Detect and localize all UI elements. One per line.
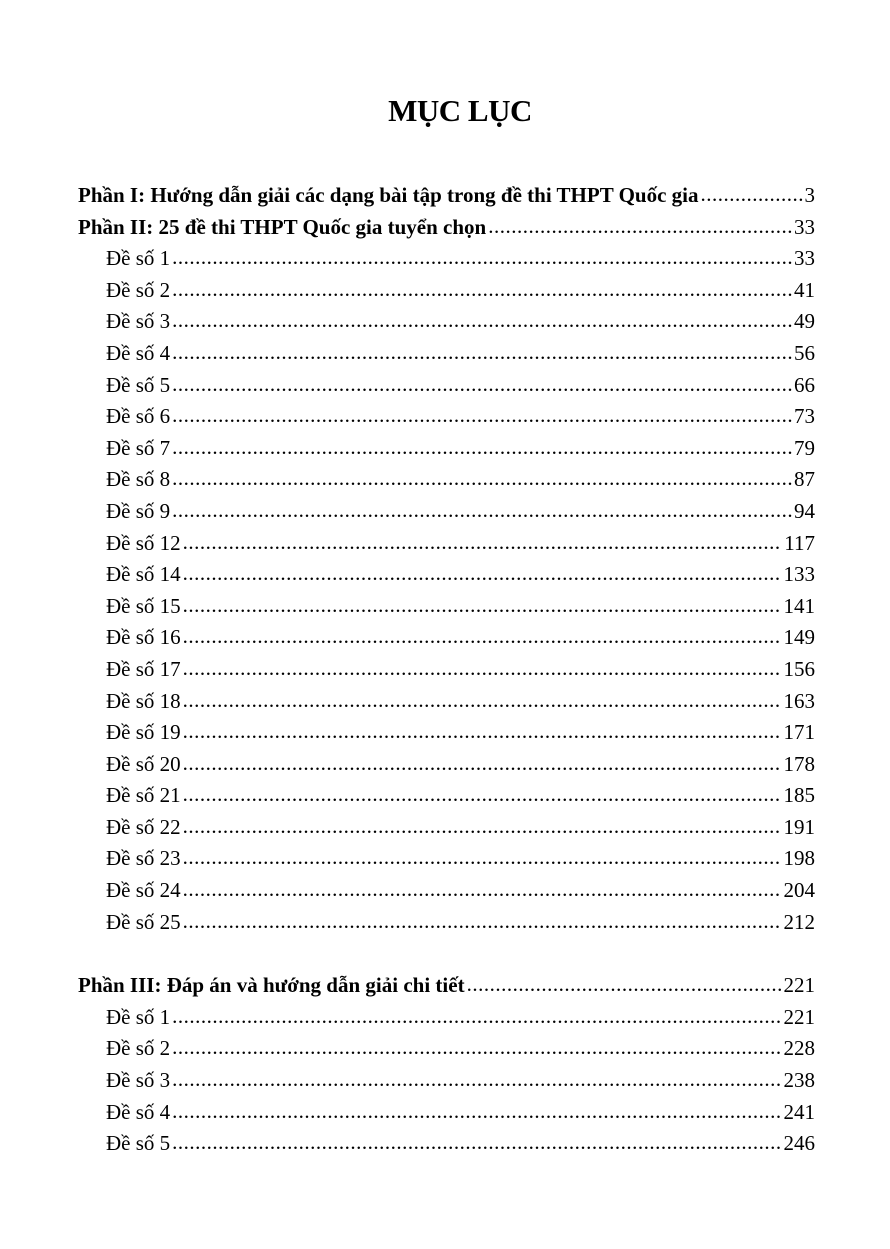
dot-leader: [488, 211, 792, 243]
part-2-items: [78, 243, 815, 938]
toc-entry-item[interactable]: [78, 907, 815, 939]
section-gap: [78, 938, 815, 970]
dot-leader: [183, 811, 782, 843]
toc-entry-label: Đề số 1: [106, 246, 171, 271]
dot-leader: [172, 463, 792, 495]
part-3-items: [78, 1002, 815, 1160]
toc-entry-item[interactable]: [78, 243, 815, 275]
dot-leader: [172, 1064, 781, 1096]
dot-leader: [172, 1032, 781, 1064]
toc-entry-label: Đề số 14: [106, 562, 181, 587]
toc-entry-item[interactable]: [78, 622, 815, 654]
toc-entry-label: Đề số 18: [106, 688, 181, 713]
dot-leader: [172, 242, 792, 274]
toc-entry-label: Đề số 25: [106, 909, 181, 934]
toc-entry-page: 163: [783, 688, 815, 713]
toc-entry-item[interactable]: [78, 717, 815, 749]
toc-entry-item[interactable]: [78, 433, 815, 465]
toc-entry-page: 94: [794, 498, 815, 523]
toc-entry-item[interactable]: [78, 559, 815, 591]
toc-entry-page: 66: [794, 372, 815, 397]
dot-leader: [183, 906, 782, 938]
dot-leader: [172, 432, 792, 464]
dot-leader: [172, 369, 792, 401]
table-of-contents: [78, 180, 815, 1160]
toc-entry-page: 33: [794, 214, 815, 239]
toc-entry-page: 156: [783, 656, 815, 681]
toc-entry-item[interactable]: [78, 1097, 815, 1129]
toc-entry-item[interactable]: [78, 686, 815, 718]
toc-entry-item[interactable]: [78, 401, 815, 433]
dot-leader: [183, 558, 782, 590]
dot-leader: [172, 495, 792, 527]
toc-entry-item[interactable]: [78, 464, 815, 496]
toc-entry-label: Đề số 24: [106, 878, 181, 903]
toc-entry-item[interactable]: [78, 843, 815, 875]
toc-entry-page: 41: [794, 277, 815, 302]
dot-leader: [172, 1127, 781, 1159]
dot-leader: [172, 274, 792, 306]
toc-entry-item[interactable]: [78, 1065, 815, 1097]
toc-entry-page: 185: [783, 783, 815, 808]
toc-entry-item[interactable]: [78, 1002, 815, 1034]
toc-entry-part-1[interactable]: [78, 180, 815, 212]
toc-entry-label: Đề số 3: [106, 1068, 171, 1093]
toc-entry-page: 238: [783, 1068, 815, 1093]
toc-entry-item[interactable]: [78, 749, 815, 781]
toc-entry-label: Đề số 20: [106, 751, 181, 776]
dot-leader: [183, 685, 782, 717]
dot-leader: [172, 305, 792, 337]
dot-leader: [183, 527, 783, 559]
toc-entry-page: 246: [783, 1131, 815, 1156]
toc-entry-page: 79: [794, 435, 815, 460]
dot-leader: [183, 842, 782, 874]
dot-leader: [183, 653, 782, 685]
toc-entry-label: Đề số 23: [106, 846, 181, 871]
toc-entry-page: 141: [783, 593, 815, 618]
dot-leader: [183, 716, 782, 748]
toc-entry-label: Đề số 19: [106, 720, 181, 745]
toc-entry-page: 241: [783, 1099, 815, 1124]
toc-entry-page: 178: [783, 751, 815, 776]
toc-entry-page: 191: [783, 814, 815, 839]
toc-entry-page: 117: [784, 530, 815, 555]
dot-leader: [172, 337, 792, 369]
toc-entry-item[interactable]: [78, 780, 815, 812]
toc-entry-item[interactable]: [78, 654, 815, 686]
toc-entry-label: Đề số 7: [106, 435, 171, 460]
toc-entry-page: 56: [794, 340, 815, 365]
toc-entry-item[interactable]: [78, 875, 815, 907]
toc-entry-label: Đề số 2: [106, 277, 171, 302]
toc-entry-label: Đề số 8: [106, 467, 171, 492]
toc-entry-item[interactable]: [78, 528, 815, 560]
toc-entry-item[interactable]: [78, 306, 815, 338]
toc-entry-label: Đề số 4: [106, 340, 171, 365]
toc-entry-page: 87: [794, 467, 815, 492]
toc-entry-label: Đề số 9: [106, 498, 171, 523]
toc-entry-page: 33: [794, 246, 815, 271]
dot-leader: [183, 590, 782, 622]
toc-entry-part-3[interactable]: [78, 970, 815, 1002]
dot-leader: [183, 621, 782, 653]
toc-entry-label: Đề số 21: [106, 783, 181, 808]
toc-entry-item[interactable]: [78, 591, 815, 623]
page-title: MỤC LỤC: [388, 93, 532, 128]
toc-entry-page: 73: [794, 404, 815, 429]
toc-entry-item[interactable]: [78, 338, 815, 370]
toc-entry-page: 228: [783, 1036, 815, 1061]
dot-leader: [183, 748, 782, 780]
toc-entry-label: Đề số 12: [106, 530, 181, 555]
toc-entry-item[interactable]: [78, 370, 815, 402]
toc-entry-item[interactable]: [78, 1033, 815, 1065]
toc-entry-label: Đề số 15: [106, 593, 181, 618]
toc-entry-page: 3: [804, 183, 815, 207]
toc-entry-page: 204: [783, 878, 815, 903]
toc-entry-page: 221: [783, 1004, 815, 1029]
toc-entry-item[interactable]: [78, 812, 815, 844]
toc-entry-page: 149: [783, 625, 815, 650]
dot-leader: [183, 779, 782, 811]
toc-entry-page: 221: [783, 973, 815, 998]
toc-entry-label: Đề số 22: [106, 814, 181, 839]
dot-leader: [172, 400, 792, 432]
toc-entry-page: 171: [783, 720, 815, 745]
toc-entry-label: Đề số 2: [106, 1036, 171, 1061]
dot-leader: [701, 179, 803, 211]
toc-entry-page: 49: [794, 309, 815, 334]
toc-entry-label: Đề số 5: [106, 1131, 171, 1156]
toc-entry-page: 133: [783, 562, 815, 587]
toc-entry-label: Đề số 5: [106, 372, 171, 397]
toc-entry-label: Đề số 6: [106, 404, 171, 429]
toc-entry-label: Phần III: Đáp án và hướng dẫn giải chi tiết: [78, 973, 465, 998]
toc-entry-label: Đề số 1: [106, 1004, 171, 1029]
toc-entry-label: Phần II: 25 đề thi THPT Quốc gia tuyển chọn: [78, 214, 487, 239]
toc-entry-item[interactable]: [78, 1128, 815, 1160]
toc-entry-label: Đề số 16: [106, 625, 181, 650]
dot-leader: [467, 969, 782, 1001]
toc-entry-page: 212: [783, 909, 815, 934]
dot-leader: [172, 1096, 781, 1128]
toc-entry-part-2[interactable]: [78, 212, 815, 244]
toc-entry-item[interactable]: [78, 496, 815, 528]
toc-entry-page: 198: [783, 846, 815, 871]
toc-entry-label: Đề số 3: [106, 309, 171, 334]
toc-entry-label: Phần I: Hướng dẫn giải các dạng bài tập trong đề thi THPT Quốc gia: [78, 183, 699, 207]
dot-leader: [172, 1001, 781, 1033]
dot-leader: [183, 874, 782, 906]
toc-entry-label: Đề số 17: [106, 656, 181, 681]
toc-entry-item[interactable]: [78, 275, 815, 307]
toc-entry-label: Đề số 4: [106, 1099, 171, 1124]
